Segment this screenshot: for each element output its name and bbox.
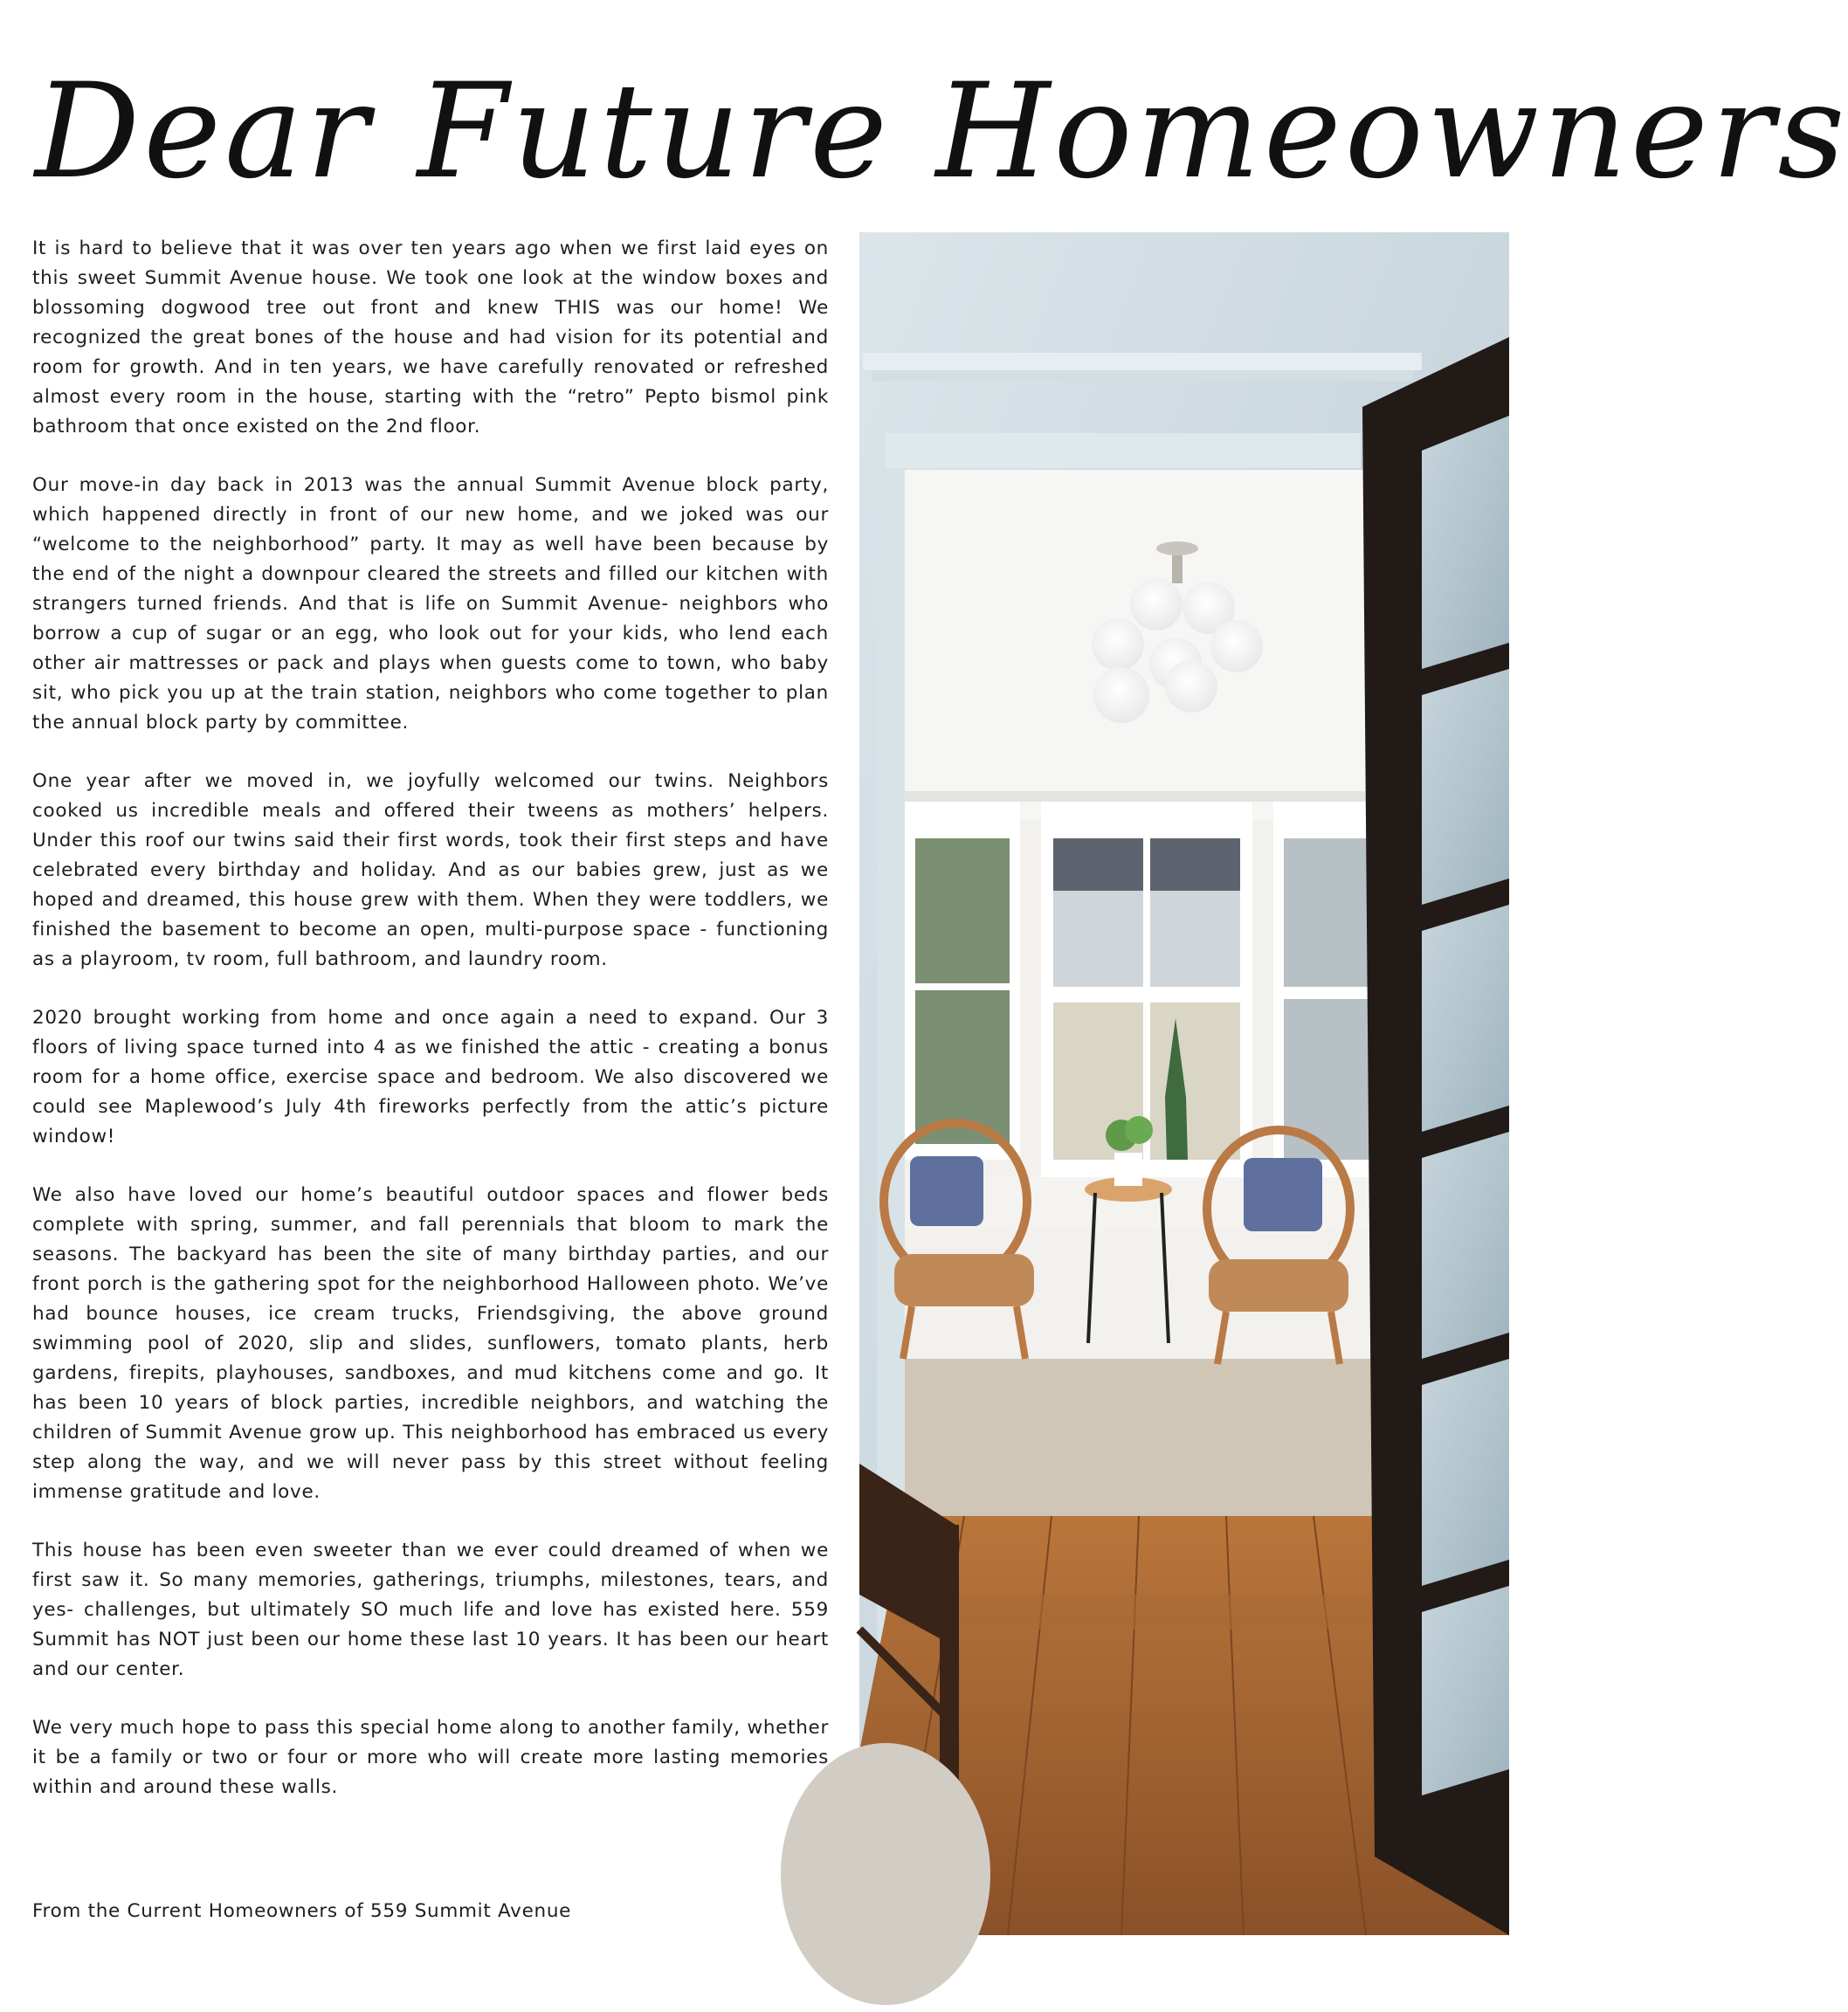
- letter-paragraph: We also have loved our home’s beautiful outdoor spaces and flower beds complete with spring, summer, and fall perennials that bloom to mark the seasons. The backyard has been the site of many birthday parties, and our front porch is the gathering spot for the neighborhood Halloween photo. We’ve had bounce houses, ice cream trucks, Friendsgiving, the above ground swimming pool of 2020, slip and slides, sunflowers, tomato plants, herb gardens, firepits, playhouses, sandboxes, and mud kitchens come and go. It has been 10 years of block parties, incredible neighbors, and watching the children of Summit Avenue grow up. This neighborhood has embraced us every step along the way, and we will never pass by this street without feeling immense gratitude and love.: [32, 1184, 829, 1503]
- upholstered-chair: [781, 1743, 990, 2005]
- letter-paragraph: This house has been even sweeter than we ever could dreamed of when we first saw it. So many memories, gatherings, triumphs, milestones, tears, and yes- challenges, but ultimately SO much life and love has existed here. 559 Summit has NOT just been our home these last 10 years. It has been our heart and our center.: [32, 1540, 829, 1680]
- french-door: [1362, 337, 1509, 1935]
- sunroom-scene: [884, 470, 1376, 1516]
- signature-line: From the Current Homeowners of 559 Summit Avenue: [32, 1900, 572, 1922]
- letter-paragraph: One year after we moved in, we joyfully welcomed our twins. Neighbors cooked us incredible meals and offered their tweens as mothers’ helpers. Under this roof our twins said their first words, took their first steps and have celebrated every birthday and holiday. And as our babies grew, just as we hoped and dreamed, this house grew with them. When they were toddlers, we finished the basement to become an open, multi-purpose space - functioning as a playroom, tv room, full bathroom, and laundry room.: [32, 770, 829, 970]
- letter-paragraph: 2020 brought working from home and once again a need to expand. Our 3 floors of living space turned into 4 as we finished the attic - creating a bonus room for a home office, exercise space and bedroom. We also discovered we could see Maplewood’s July 4th fireworks perfectly from the attic’s picture window!: [32, 1007, 829, 1147]
- window: [905, 802, 1020, 1160]
- interior-photo: [859, 232, 1509, 1935]
- letter-paragraph: We very much hope to pass this special home along to another family, whether it be a family or two or four or more who will create more lasting memories within and around these walls.: [32, 1717, 829, 1798]
- letter-body: [32, 234, 829, 1831]
- window: [1273, 802, 1376, 1177]
- letter-paragraph: Our move-in day back in 2013 was the annual Summit Avenue block party, which happened directly in front of our new home, and we joked was our “welcome to the neighborhood” party. It may as well have been because by the end of the night a downpour cleared the streets and filled our kitchen with strangers turned friends. And that is life on Summit Avenue- neighbors who borrow a cup of sugar or an egg, who look out for your kids, who lend each other air mattresses or pack and plays when guests come to town, who baby sit, who pick you up at the train station, neighbors who come together to plan the annual block party by committee.: [32, 474, 829, 734]
- letter-paragraph: It is hard to believe that it was over ten years ago when we first laid eyes on this sweet Summit Avenue house. We took one look at the window boxes and blossoming dogwood tree out front and knew THIS was our home! We recognized the great bones of the house and had vision for its potential and room for growth. And in ten years, we have carefully renovated or refreshed almost every room in the house, starting with the “retro” Pepto bismol pink bathroom that once existed on the 2nd floor.: [32, 238, 829, 438]
- page-title: Dear Future Homeowners: [35, 56, 1848, 208]
